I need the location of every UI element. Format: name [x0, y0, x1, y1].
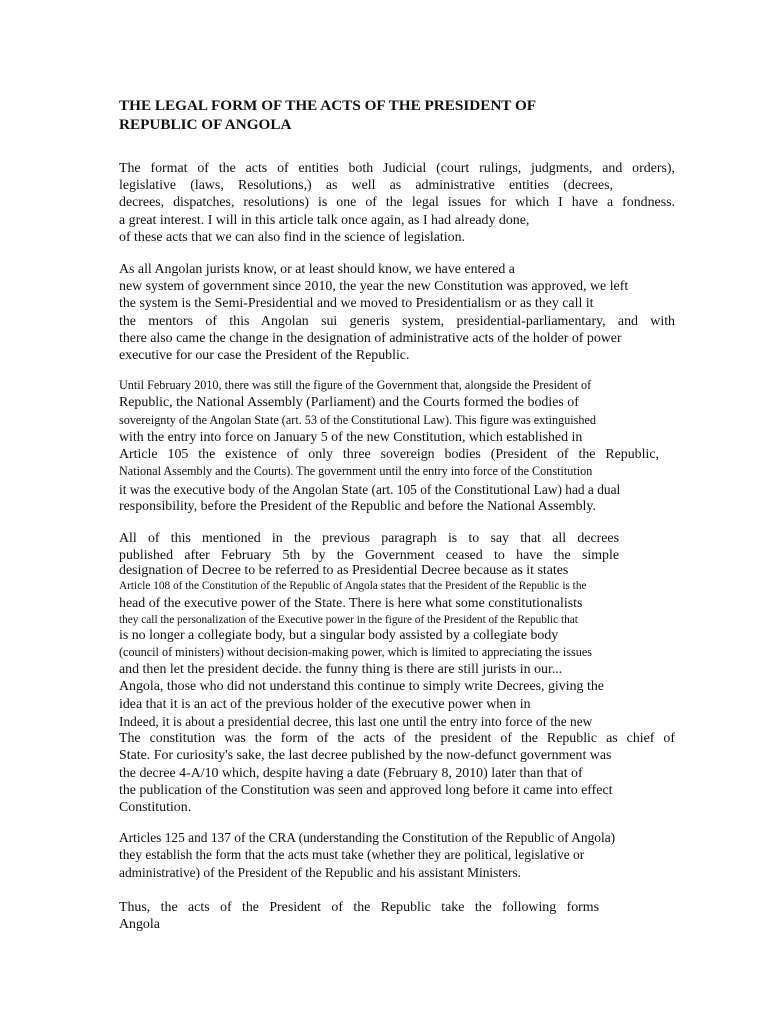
- text-line: head of the executive power of the State. There is here what some constitutionalists: [119, 596, 583, 612]
- text-line: Republic, the National Assembly (Parliament) and the Courts formed the bodies of: [119, 395, 579, 411]
- text-line: Until February 2010, there was still the figure of the Government that, alongside the President of: [119, 378, 592, 392]
- text-line: executive for our case the President of the Republic.: [119, 348, 410, 364]
- text-line: Constitution.: [119, 800, 192, 816]
- paragraph-1: [119, 160, 675, 246]
- text-line: published after February 5th by the Government ceased to have the simple: [119, 548, 619, 564]
- text-line: new system of government since 2010, the year the new Constitution was approved, we left: [119, 279, 629, 295]
- paragraph-2: [119, 261, 675, 364]
- text-line: it was the executive body of the Angolan State (art. 105 of the Constitutional Law) had a dual: [119, 481, 621, 497]
- text-line: the mentors of this Angolan sui generis system, presidential-parliamentary, and with: [119, 313, 675, 329]
- text-line: of these acts that we can also find in the science of legislation.: [119, 229, 465, 245]
- text-line: As all Angolan jurists know, or at least should know, we have entered a: [119, 262, 515, 277]
- text-line: State. For curiosity's sake, the last decree published by the now-defunct government was: [119, 748, 612, 764]
- text-line: Angola, those who did not understand this continue to simply write Decrees, giving the: [119, 679, 604, 695]
- text-line: The format of the acts of entities both Judicial (court rulings, judgments, and orders),: [119, 161, 675, 176]
- title-line: REPUBLIC OF ANGOLA: [119, 116, 292, 133]
- text-line: Angola: [119, 917, 160, 933]
- text-line: legislative (laws, Resolutions,) as well as administrative entities (decrees,: [119, 178, 613, 194]
- text-line: idea that it is an act of the previous holder of the executive power when in: [119, 696, 531, 712]
- paragraph-6: [119, 899, 675, 933]
- text-line: Thus, the acts of the President of the Republic take the following forms: [119, 900, 599, 915]
- paragraph-5: [119, 829, 675, 881]
- text-line: sovereignty of the Angolan State (art. 53 of the Constitutional Law). This figure was extinguished: [119, 412, 597, 427]
- text-line: The constitution was the form of the acts of the president of the Republic as chief of: [119, 731, 675, 747]
- text-line: is no longer a collegiate body, but a singular body assisted by a collegiate body: [119, 627, 559, 643]
- text-line: decrees, dispatches, resolutions) is one of the legal issues for which I have a fondness.: [119, 195, 675, 211]
- text-line: there also came the change in the designation of administrative acts of the holder of power: [119, 330, 622, 346]
- text-line: administrative) of the President of the Republic and his assistant Ministers.: [119, 864, 522, 880]
- text-line: the decree 4-A/10 which, despite having a date (February 8, 2010) later than that of: [119, 765, 583, 781]
- text-line: responsibility, before the President of the Republic and before the National Assembly.: [119, 499, 596, 515]
- document-title: [119, 96, 639, 134]
- text-line: (council of ministers) without decision-making power, which is limited to appreciating the issues: [119, 644, 593, 659]
- text-line: they call the personalization of the Executive power in the figure of the President of the Republic that: [119, 613, 578, 626]
- text-line: Indeed, it is about a presidential decree, this last one until the entry into force of the new: [119, 713, 593, 729]
- text-line: All of this mentioned in the previous paragraph is to say that all decrees: [119, 531, 619, 546]
- text-line: with the entry into force on January 5 of the new Constitution, which established in: [119, 430, 583, 446]
- text-line: they establish the form that the acts must take (whether they are political, legislative or: [119, 847, 585, 863]
- text-line: a great interest. I will in this article talk once again, as I had already done,: [119, 212, 530, 228]
- text-line: National Assembly and the Courts). The government until the entry into force of the Constitution: [119, 464, 593, 479]
- paragraph-3: [119, 377, 675, 515]
- text-line: Article 108 of the Constitution of the Republic of Angola states that the President of the Republic is the: [119, 580, 587, 593]
- text-line: Article 105 the existence of only three sovereign bodies (President of the Republic,: [119, 447, 659, 463]
- paragraph-4: [119, 530, 675, 816]
- text-line: the system is the Semi-Presidential and we moved to Presidentialism or as they call it: [119, 296, 594, 312]
- text-line: Articles 125 and 137 of the CRA (understanding the Constitution of the Republic of Angola): [119, 830, 616, 845]
- title-line: THE LEGAL FORM OF THE ACTS OF THE PRESIDENT OF: [119, 97, 537, 114]
- text-line: the publication of the Constitution was seen and approved long before it came into effect: [119, 782, 613, 798]
- text-line: designation of Decree to be referred to as Presidential Decree because as it states: [119, 563, 569, 579]
- text-line: and then let the president decide. the funny thing is there are still jurists in our...: [119, 662, 563, 678]
